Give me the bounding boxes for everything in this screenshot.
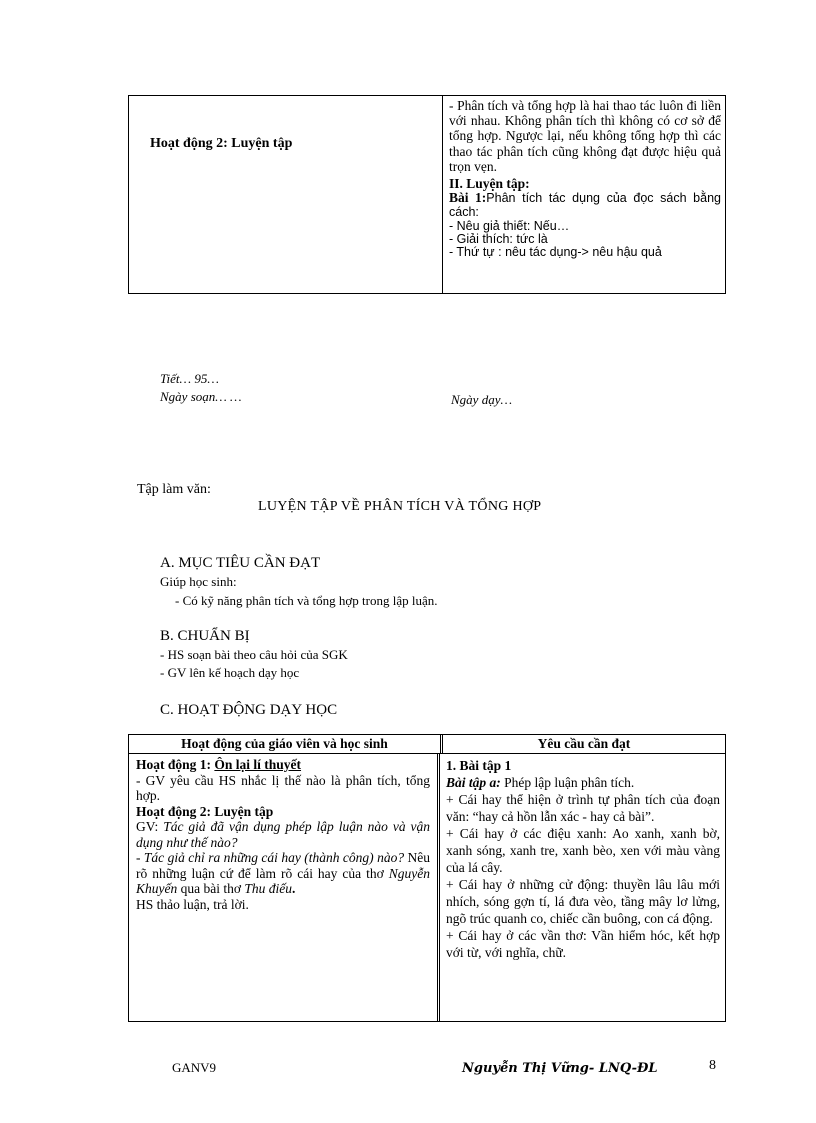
exercise-1-item: - Thứ tự : nêu tác dụng-> nêu hậu quả — [449, 245, 662, 260]
author-name: Nguyễn Khuyến — [136, 865, 430, 896]
table-header-row — [129, 735, 725, 754]
page-number: 8 — [709, 1058, 716, 1073]
activity-2-label: Hoạt động 2: Luyện tập — [150, 136, 293, 151]
exercise-point: + Cái hay ở những cử động: thuyền lâu lâu mới nhích, sóng gợn tí, lá đưa vèo, tầng mây lơ lửng, ngõ trúc quanh co, chiếc cần buông, con cá động. — [446, 877, 720, 926]
footer-doc-code: GANV9 — [172, 1060, 217, 1075]
requirements-cell — [440, 754, 725, 1022]
prep-date: Ngày soạn… … — [160, 389, 242, 404]
top-table-left-cell — [129, 96, 443, 293]
top-table-right-cell — [443, 96, 725, 293]
subject-label: Tập làm văn: — [137, 482, 211, 497]
section-b-item: - HS soạn bài theo câu hỏi của SGK — [160, 647, 348, 662]
teaching-date: Ngày dạy… — [451, 392, 513, 407]
exercise-a: Bài tập a: Phép lập luận phân tích. — [446, 775, 635, 790]
exercise-1-label: Bài 1: — [449, 190, 487, 206]
activity-1-heading: Hoạt động 1: Ôn lại lí thuyết — [136, 757, 302, 772]
exercise-point: + Cái hay ở các điệu xanh: Ao xanh, xanh bờ, xanh sóng, xanh tre, xanh bèo, xen với màu vàng của lá cây. — [446, 826, 720, 875]
student-task: HS thảo luận, trả lời. — [136, 896, 249, 912]
table-body-row — [129, 754, 725, 1022]
section-b-item: - GV lên kế hoạch dạy học — [160, 665, 300, 680]
teacher-question: GV: Tác giả đã vận dụng phép lập luận nào và vận dụng như thế nào? — [136, 819, 430, 850]
exercise-1-intro — [449, 191, 721, 219]
exercise-point: + Cái hay thể hiện ở trình tự phân tích của đoạn văn: “hay cả hồn lẫn xác - hay cả bài”. — [446, 792, 720, 824]
practice-heading: II. Luyện tập: — [449, 176, 530, 192]
exercise-1-item: - Giải thích: tức là — [449, 231, 548, 246]
section-c-heading: C. HOẠT ĐỘNG DẠY HỌC — [160, 702, 338, 718]
exercise-heading: 1. Bài tập 1 — [446, 758, 512, 773]
exercise-1-item: - Nêu giả thiết: Nếu… — [449, 218, 570, 233]
section-a-item: - Có kỹ năng phân tích và tổng hợp trong lập luận. — [175, 593, 438, 608]
lesson-period: Tiết… 95… — [160, 371, 219, 386]
page-title: LUYỆN TẬP VỀ PHÂN TÍCH VÀ TỔNG HỢP — [258, 499, 542, 514]
activities-table — [128, 734, 726, 1022]
activity-1-title: Ôn lại lí thuyết — [214, 757, 302, 772]
top-table — [128, 95, 726, 294]
teacher-question-2: - Tác giả chỉ ra những cái hay (thành công) nào? Nêu rõ những luận cứ để làm rõ cái hay của thơ Nguyễn Khuyến qua bài thơ Thu điếu. — [136, 850, 430, 896]
section-a-heading: A. MỤC TIÊU CẦN ĐẠT — [160, 555, 321, 571]
footer-author: Nguyễn Thị Vững- LNQ-ĐL — [462, 1061, 658, 1076]
analysis-synthesis-paragraph: - Phân tích và tổng hợp là hai thao tác luôn đi liền với nhau. Không phân tích thì không có cơ sở để tổng hợp. Ngược lại, nếu không tổng hợp thì các thao tác phân tích cũng không đạt được hiệu quả trọn vẹn. — [449, 98, 721, 174]
exercise-1-text: Phân tích tác dụng của đọc sách bằng cách: — [449, 191, 721, 220]
column-header-requirements: Yêu cầu cần đạt — [537, 736, 631, 751]
activity-1-text: - GV yêu cầu HS nhắc lị thế nào là phân tích, tổng hợp. — [136, 772, 430, 803]
column-header-activities: Hoạt động của giáo viên và học sinh — [129, 735, 443, 753]
poem-title: Thu điếu — [244, 881, 293, 896]
activities-cell — [129, 754, 440, 1022]
section-a-intro: Giúp học sinh: — [160, 574, 237, 589]
section-b-heading: B. CHUẨN BỊ — [160, 628, 250, 644]
activity-2-heading: Hoạt động 2: Luyện tập — [136, 803, 274, 819]
exercise-point: + Cái hay ở các vần thơ: Vần hiểm hóc, kết hợp với từ, với nghĩa, chữ. — [446, 928, 720, 960]
